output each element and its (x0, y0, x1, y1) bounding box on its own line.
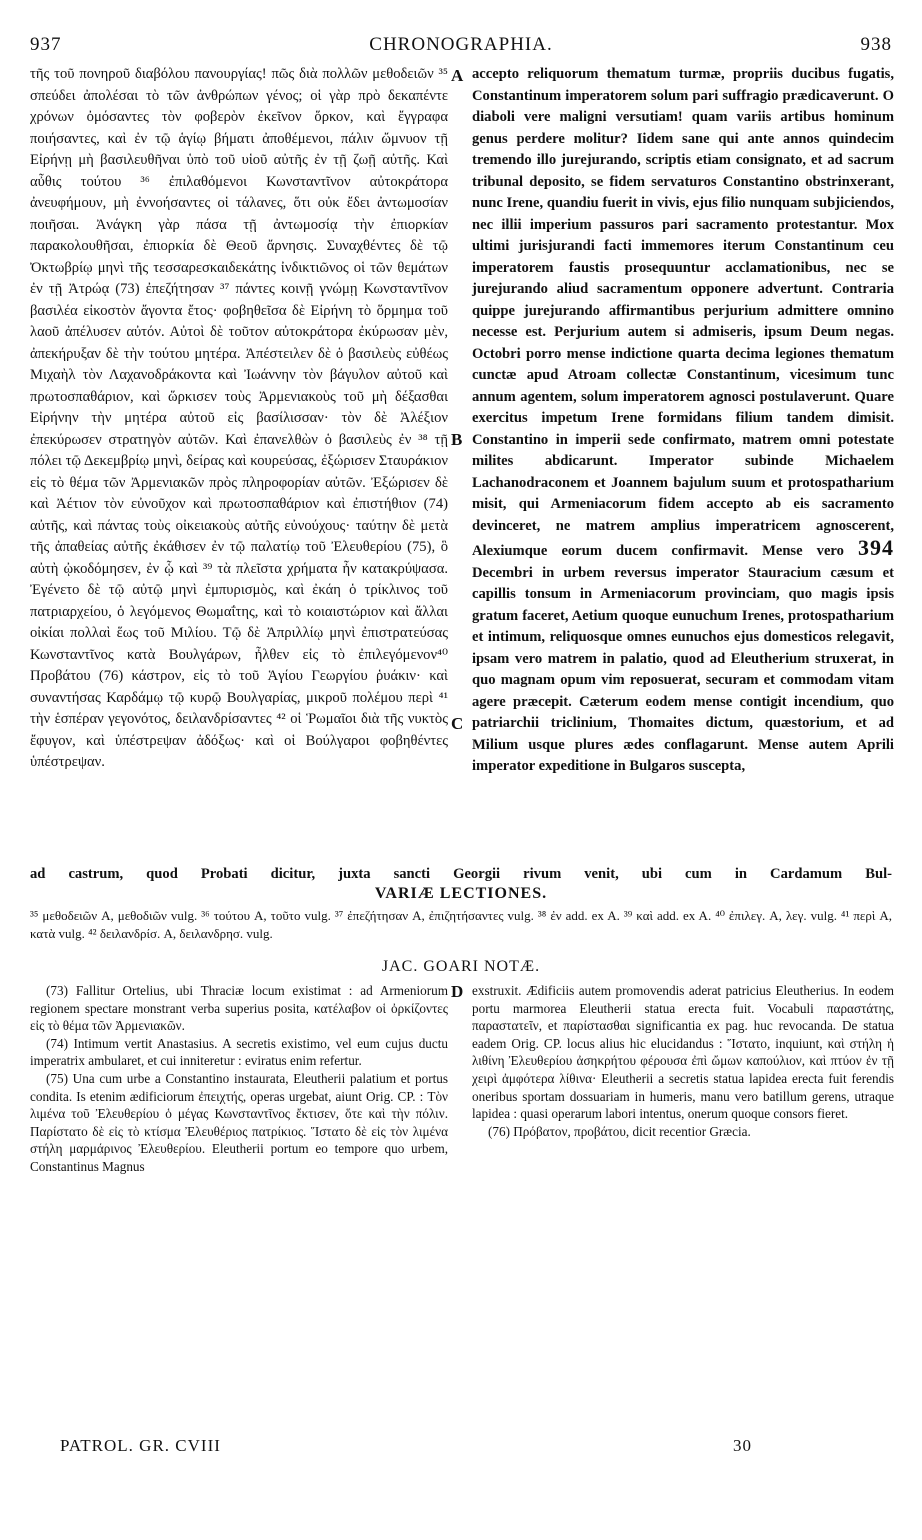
footer-volume: PATROL. GR. CVIII (60, 1436, 221, 1455)
notes-right-column (472, 982, 894, 1140)
page-number-right: 938 (860, 34, 892, 55)
latin-paragraph (472, 64, 894, 778)
note-75: (75) Una cum urbe a Constantino instaurata, Eleutherii palatium et portus condita. Is etenim ædificiorum ἐπειχτής, operas urgebat, aiunt Orig. CP. : Τὸν λιμένα τοῦ Ἐλευθερίου ὁ μέγας Κωνσταντῖνος ἔκτισεν, ὅτε καὶ τὴν πόλιν. Παρίστατο δὲ εἰς τὸ κτίσμα Ἐλευθέριος πατρίκιος. Ἵστατο δὲ εἰς τὸν λιμένα στήλη μαρμάρινος Ἐλευθερίου. Eleutherii portum eo tempore quo urbem, Constantinus Magnus (30, 1070, 448, 1174)
margin-letter-a: A (451, 66, 464, 85)
note-74: (74) Intimum vertit Anastasius. A secretis existimo, vel eum cujus ductu imperatrix ambularet, et cui inniteretur : eviratus enim refertur. (30, 1035, 448, 1069)
page-footer (30, 1436, 892, 1460)
note-76: (76) Πρόβατον, προβάτου, dicit recentior Græcia. (488, 1123, 751, 1139)
footer-signature: 30 (733, 1436, 752, 1455)
full-width-line: ad castrum, quod Probati dicitur, juxta sancti Georgii rivum venit, ubi cum in Cardamum Bul- (30, 866, 892, 882)
note-73: (73) Fallitur Ortelius, ubi Thraciæ locum existimat : ad Armeniorum regionem spectare monstrant verba superius posita, κατέλαβον οἱ ὀρκίζοντες εἰς τὸ θέμα τῶν Ἀρμενιακῶν. (30, 983, 448, 1034)
margin-letter-d: D (451, 982, 464, 1001)
note-75-continued: exstruxit. Ædificiis autem promovendis aderat patricius Eleutherius. In eodem portu marmorea Eleutherii statua erecta fuit. Vocabuli παραστάτης, παραστατεῖν, et παρίστασθαι significantia ex pag. huc revocanda. De statua eadem Orig. CP. locus alius hic elucidandus : Ἵστατο, inquiunt, καὶ στήλη ἡ λιθίνη Ἐλευθερίου ἀσηκρήτου φέρουσα ἐπὶ ὤμων καπούλιον, καὶ πτύον ἐν τῇ χειρὶ ἀμφότερα λίθινα· Eleutherii a secretis statua lapidea erecta fuit ferendis oneribus sportam dossuariam in humeris, manu vero batillum gerens, utraque lapidea : quasi operarum labori intentus, onerum quoque consors fieret. (472, 983, 894, 1122)
latin-text-part-1: accepto reliquorum thematum turmæ, propriis ducibus fugatis, Constantinum imperatorem solum pari suffragio prædicaverunt. O diaboli vere maligni versutiam! quam variis artibus hominum genus perdere molitur? Iidem sane qui ante annos quindecim tremendo illo jurejurando, scriptis etiam consignato, et ad sacrum tribunal deposito, se fidem servaturos Constantino obstrinxerant, nunc Irene, quandiu fuerit in vivis, ejus filio nunquam subjiciendos, nec illii imperium passuros pari sacramento protestantur. Mox ultimi jurisjurandi facti immemores iterum Constantinum ceu imperatorem faustis prosequuntur acclamationibus, nec se jurejurando aliud sacramentum opponere advertunt. Contraria quippe jurejurando affirmantibus perjurium admittere omnino necesse est. Perjurium autem si admiseris, ipsum Deum negas. Octobri porro mense indictione quarta decima legiones thematum cunctæ apud Atroam collectæ Constantinum, vicesimum tunc annum agentem, solum imperatorem agnosci postulaverunt. Quare exercitus impetum Irene formidans filium tandem dimisit. Constantino in imperii sede confirmato, matrem omni potestate milites abdicarunt. Imperator subinde Michaelem Lachanodraconem et Joannem bajulum suum et protospatharium misit, qui Armeniacorum fidem accepto ab eis sacramento devinceret, ne matrem amplius imperatricem agnoscerent, Alexiumque eorum ducem confirmavit. Mense vero (472, 66, 894, 559)
latin-column-number: 394 (858, 535, 894, 560)
variae-lectiones-title: VARIÆ LECTIONES. (374, 885, 548, 902)
page-header (30, 34, 892, 60)
greek-text-column (30, 64, 448, 774)
latin-text-column (472, 64, 894, 778)
page-number-left: 937 (30, 34, 62, 55)
greek-paragraph: τῆς τοῦ πονηροῦ διαβόλου πανουργίας! πῶς διὰ πολλῶν μεθοδειῶν ³⁵ σπεύδει ἀπολέσαι τὸ τῶν ἀνθρώπων γένος; οἱ γὰρ πρὸ δεκαπέντε χρόνων ὀμόσαντες τὸν φοβερὸν ἐκεῖνον ὅρκον, καὶ ἔγγραφα ποιήσαντες, καὶ ἐν τῷ ἁγίῳ βήματι ἀποθέμενοι, πάλιν ὤμνυον τῇ Εἰρήνῃ μὴ βασιλευθῆναι ὑπὸ τοῦ υἱοῦ αὐτῆς ἐν τῇ ζωῇ αὐτῆς. Καὶ αὖθις τούτου ³⁶ ἐπιλαθόμενοι Κωνσταντῖνον αὐτοκράτορα ἀνευφήμουν, μὴ ἐννοήσαντες οἱ τάλανες, ὅτι οὐκ ἔδει ἀντωμοσίαν ποιῆσαι. Ἀνάγκη γὰρ πάσα τῇ ἀντωμοσίᾳ τὴν ἐπιορκίαν παρακολουθῆσαι, ἐπιορκία δὲ Θεοῦ ἄρνησις. Συναχθέντες δὲ τῷ Ὀκτωβρίῳ μηνὶ τῆς τεσσαρεσκαιδεκάτης ἰνδικτιῶνος οἱ τῶν θεμάτων ἐν τῇ Ἀτρώᾳ (73) ἐπεζήτησαν ³⁷ πάντες κοινῇ γνώμῃ Κωνσταντῖνον βασιλέα εἰκοστὸν ἄγοντα ἔτος· φοβηθεῖσα δὲ Εἰρήνη τὸ ὅρμημα τοῦ λαοῦ ἀπέλυσεν αὐτόν. Αὐτοὶ δὲ τοῦτον αὐτοκράτορα ἐκύρωσαν μὲν, ἀπεκήρυξαν δὲ τὴν τούτου μητέρα. Ἀπέστειλεν δὲ ὁ βασιλεὺς εὐθέως Μιχαὴλ τὸν Λαχανοδράκοντα καὶ Ἰωάννην τὸν βάγυλον αὐτοῦ καὶ πρωτοσπαθάριον, καὶ ὥρκισεν τοὺς Ἀρμενιακοὺς τοῦ μὴ δέξασθαι Εἰρήνην τὴν μητέρα αὐτοῦ εἰς βασίλισσαν· τὸν δὲ Ἀλέξιον ἐπεκύρωσεν στρατηγὸν αὐτῶν. Καὶ ἐπανελθὼν ὁ βασιλεὺς ἐν ³⁸ τῇ πόλει τῷ Δεκεμβρίῳ μηνὶ, δείρας καὶ κουρεύσας, ἐξώρισεν Σταυράκιον εἰς τὸ θέμα τῶν Ἀρμενιακῶν πρὸς πληροφορίαν αὐτῶν. Ἐξώρισεν δὲ καὶ Ἀέτιον τὸν εὐνοῦχον καὶ πρωτοσπαθάριον καὶ ἐπιστήθιον (74) αὐτῆς, καὶ πάντας τοὺς οἰκειακοὺς αὐτῆς εὐνούχους· ταύτην δὲ μετὰ τῆς ἀπαθείας αὐτῆς ἐκάθισεν ἐν τῷ παλατίῳ τοῦ Ἐλευθερίου (75), ὃ αὐτὴ ᾠκοδόμησεν, ἐν ᾧ καὶ ³⁹ τὰ πλεῖστα χρήματα ἦν κατακρύψασα. Ἐγένετο δὲ τῷ αὐτῷ μηνὶ ἐμπυρισμὸς, καὶ ἐκάη ὁ τρίκλινος τοῦ πατριαρχείου, ὁ λεγόμενος Θωμαΐτης, καὶ τὸ κοιαιστώριον καὶ ἄλλαι οἰκίαι πολλαὶ ἕως τοῦ Μιλίου. Τῷ δὲ Ἀπριλλίῳ μηνὶ ἐπιστρατεύσας Κωνσταντῖνος κατὰ Βουλγάρων, ἦλθεν εἰς τὸ ἐπιλεγόμενον⁴⁰ Προβάτου (76) κάστρον, εἰς τὸ τοῦ Ἁγίου Γεωργίου ῥυάκιν· καὶ συναντήσας Καρδάμῳ τῷ κυρῷ Βουλγαρίας, μικροῦ πολέμου περὶ ⁴¹ τὴν ἑσπέραν γεγονότος, δειλανδρίσαντες ⁴² οἱ Ῥωμαῖοι διὰ τῆς νυκτὸς ἔφυγον, καὶ ὑπέστρεψαν ἀδόξως· καὶ οἱ Βούλγαροι φοβηθέντες ὑπέστρεψαν. (30, 66, 448, 770)
margin-letter-b: B (451, 430, 463, 449)
variant-readings: ³⁵ μεθοδειῶν A, μεθοδιῶν vulg. ³⁶ τούτου A, τοῦτο vulg. ³⁷ ἐπεζήτησαν A, ἐπιζητήσαντες vulg. ³⁸ ἐν add. ex A. ³⁹ καὶ add. ex A. ⁴⁰ ἐπιλεγ. A, λεγ. vulg. ⁴¹ περὶ A, κατὰ vulg. ⁴² δειλανδρίσ. A, δειλανδρησ. vulg. (30, 908, 892, 941)
notes-left-column (30, 982, 448, 1176)
running-title: CHRONOGRAPHIA. (369, 34, 553, 55)
latin-text-part-2: Decembri in urbem reversus imperator Stauracium cæsum et capillis tonsum in Armeniacorum provinciam, quo magis ipsis gratum faceret, Aetium quoque eunuchum Irenes, protospatharium et intimum, reliquosque omnes eunuchos ejus domesticos relegavit, ipsam vero matrem in palatio, quod ad Eleutherium struxerat, in quo magnam opum vim reposuerat, securam et commodam vitam agere præcepit. Cæterum eodem mense contigit incendium, quo patriarchii triclinium, Thomaites dictum, quæstorium, et ad Milium usque plures ædes conflagarunt. Mense autem Aprili imperator expeditione in Bulgaros suscepta, (472, 564, 894, 774)
margin-letter-c: C (451, 714, 464, 733)
goari-notes-title: JAC. GOARI NOTÆ. (381, 958, 541, 975)
